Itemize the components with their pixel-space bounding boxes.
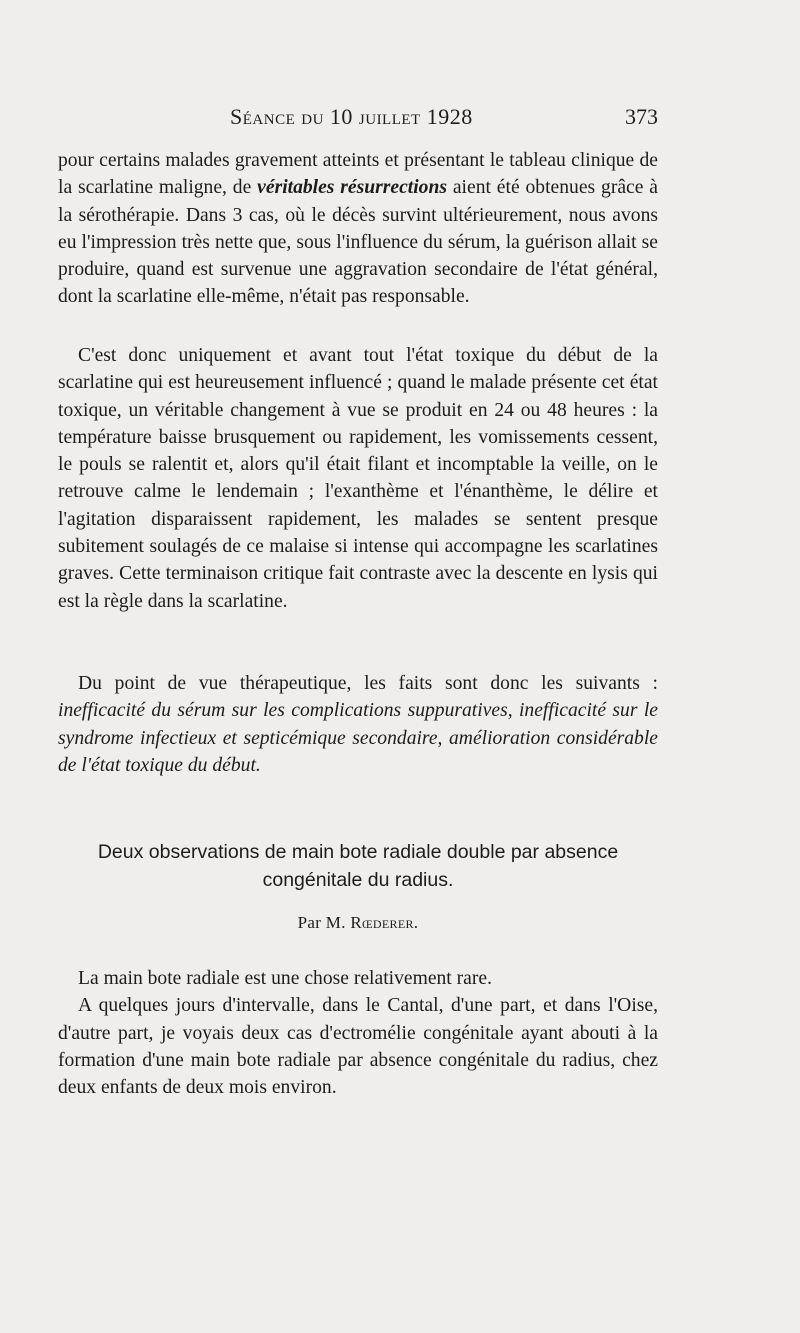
paragraph-3-italic: inefficacité du sérum sur les complications suppuratives, inefficacité sur le syndrome infectieux et septicémique secondaire, amélioration considérable de l'état toxique du début. [58, 700, 658, 776]
paragraph-therapeutic-summary [58, 670, 658, 779]
paragraph-1-emphasis: véritables résurrections [257, 177, 447, 199]
paragraph-3 [58, 670, 658, 779]
paragraph-2: C'est donc uniquement et avant tout l'état toxique du début de la scarlatine qui est heureusement influencé ; quand le malade présente cet état toxique, un véritable changement à vue se produit en 24 ou 48 heures : la température baisse brusquement ou rapidement, les vomissements cessent, le pouls se ralentit et, alors qu'il était filant et incomptable la veille, on le retrouve calme le lendemain ; l'exanthème et l'énanthème, le délire et l'agitation disparaissent rapidement, les malades se sentent presque subitement soulagés de ce malaise si intense qui accompagne les scarlatines graves. Cette terminaison critique fait contraste avec la descente en lysis qui est la règle dans la scarlatine. [58, 345, 658, 612]
byline-prefix: Par M. [297, 913, 351, 932]
section-title-line-2: congénitale du radius. [262, 869, 454, 891]
running-title: Séance du 10 juillet 1928 [230, 104, 473, 129]
article-body [58, 965, 658, 1101]
page-number: 373 [625, 104, 658, 129]
paragraph-4: La main bote radiale est une chose relativement rare. [78, 968, 492, 989]
paragraph-1-text-after: aient été obtenues grâce à la sérothérapie. Dans 3 cas, où le décès survint ultérieurement, nous avons eu l'impression très nette que, sous l'influence du sérum, la guérison allait se produire, quand est survenue une aggravation secondaire de l'état général, dont la scarlatine elle-même, n'était pas responsable. [58, 177, 658, 308]
paragraph-5: A quelques jours d'intervalle, dans le Cantal, d'une part, et dans l'Oise, d'autre part, je voyais deux cas d'ectromélie congénitale ayant abouti à la formation d'une main bote radiale par absence congénitale du radius, chez deux enfants de deux mois environ. [58, 995, 658, 1099]
byline-author: Rœderer. [350, 913, 419, 932]
page-header [58, 104, 658, 134]
paragraph-continuation [58, 147, 658, 311]
paragraph-1-text-before: pour certains malades gravement atteints et présentant le tableau clinique de la scarlatine maligne, de [58, 150, 658, 199]
section-title-line-1: Deux observations de main bote radiale double par absence [97, 841, 619, 863]
section-title [58, 838, 658, 894]
paragraph-3-text-before: Du point de vue thérapeutique, les faits sont donc les suivants : [78, 673, 658, 694]
paragraph-toxic-state [58, 342, 658, 615]
paragraph-1 [58, 147, 658, 311]
byline [58, 913, 658, 933]
